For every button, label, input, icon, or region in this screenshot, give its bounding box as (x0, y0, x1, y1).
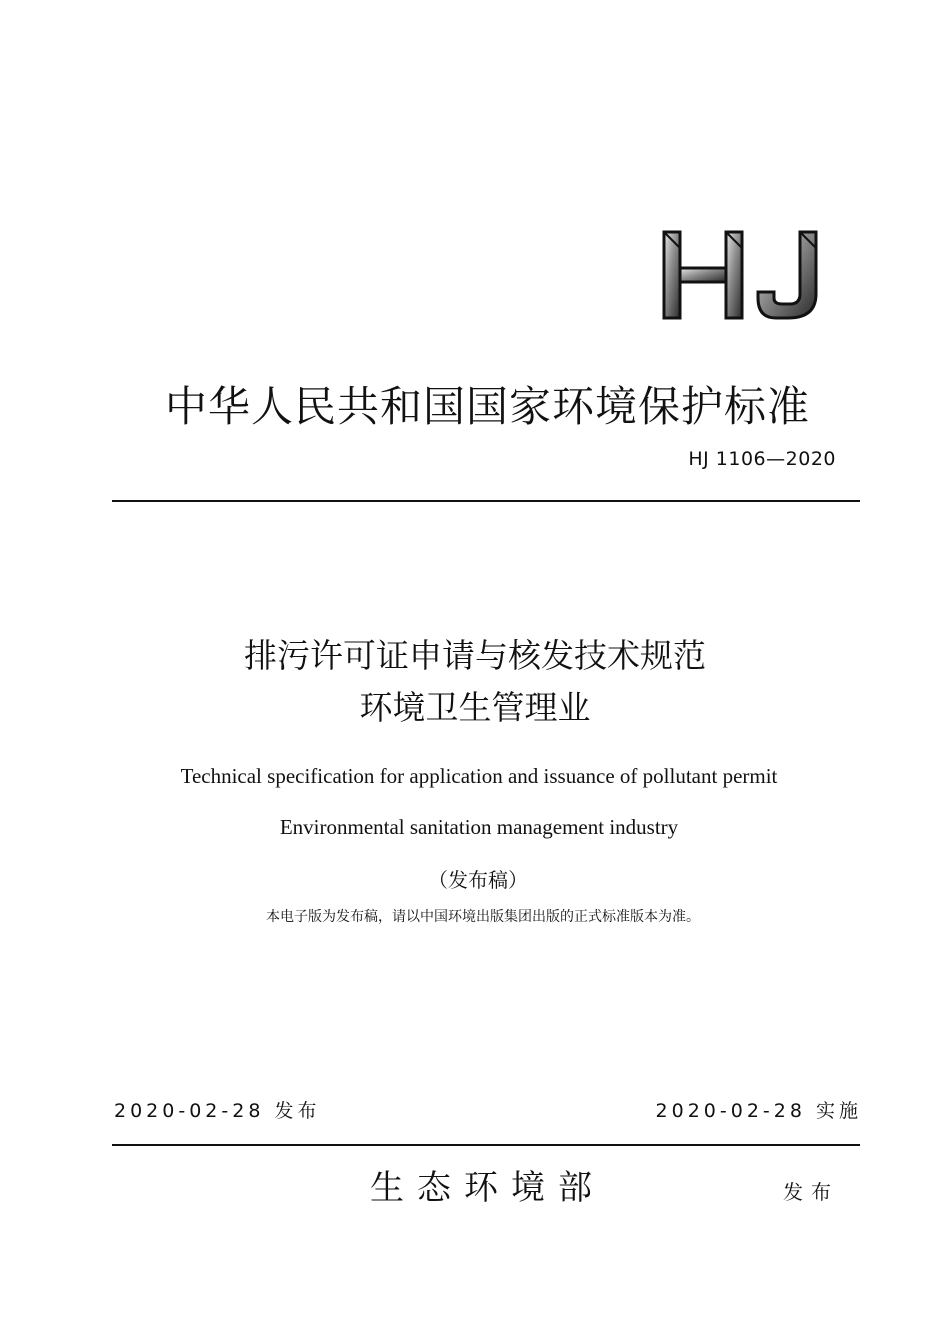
standard-code: HJ 1106—2020 (688, 448, 836, 470)
effective-date: 2020-02-28 实施 (655, 1100, 862, 1122)
publisher-name: 生态环境部 (370, 1168, 605, 1208)
publish-label: 发布 (783, 1180, 839, 1204)
top-divider (112, 500, 860, 502)
draft-label: （发布稿） (428, 868, 528, 892)
issue-date: 2020-02-28 发布 (114, 1100, 321, 1122)
bottom-divider (112, 1144, 860, 1146)
document-title-cn-line1: 排污许可证申请与核发技术规范 (244, 636, 706, 675)
standard-series-title: 中华人民共和国国家环境保护标准 (164, 382, 810, 431)
hj-logo (660, 228, 822, 322)
edition-note: 本电子版为发布稿，请以中国环境出版集团出版的正式标准版本为准。 (266, 909, 700, 925)
document-title-en-line2: Environmental sanitation management industry (279, 815, 679, 839)
document-title-cn-line2: 环境卫生管理业 (359, 688, 591, 727)
hj-logo-j-shape (758, 232, 816, 318)
document-title-en-line1: Technical specification for application and issuance of pollutant permit (180, 764, 778, 788)
